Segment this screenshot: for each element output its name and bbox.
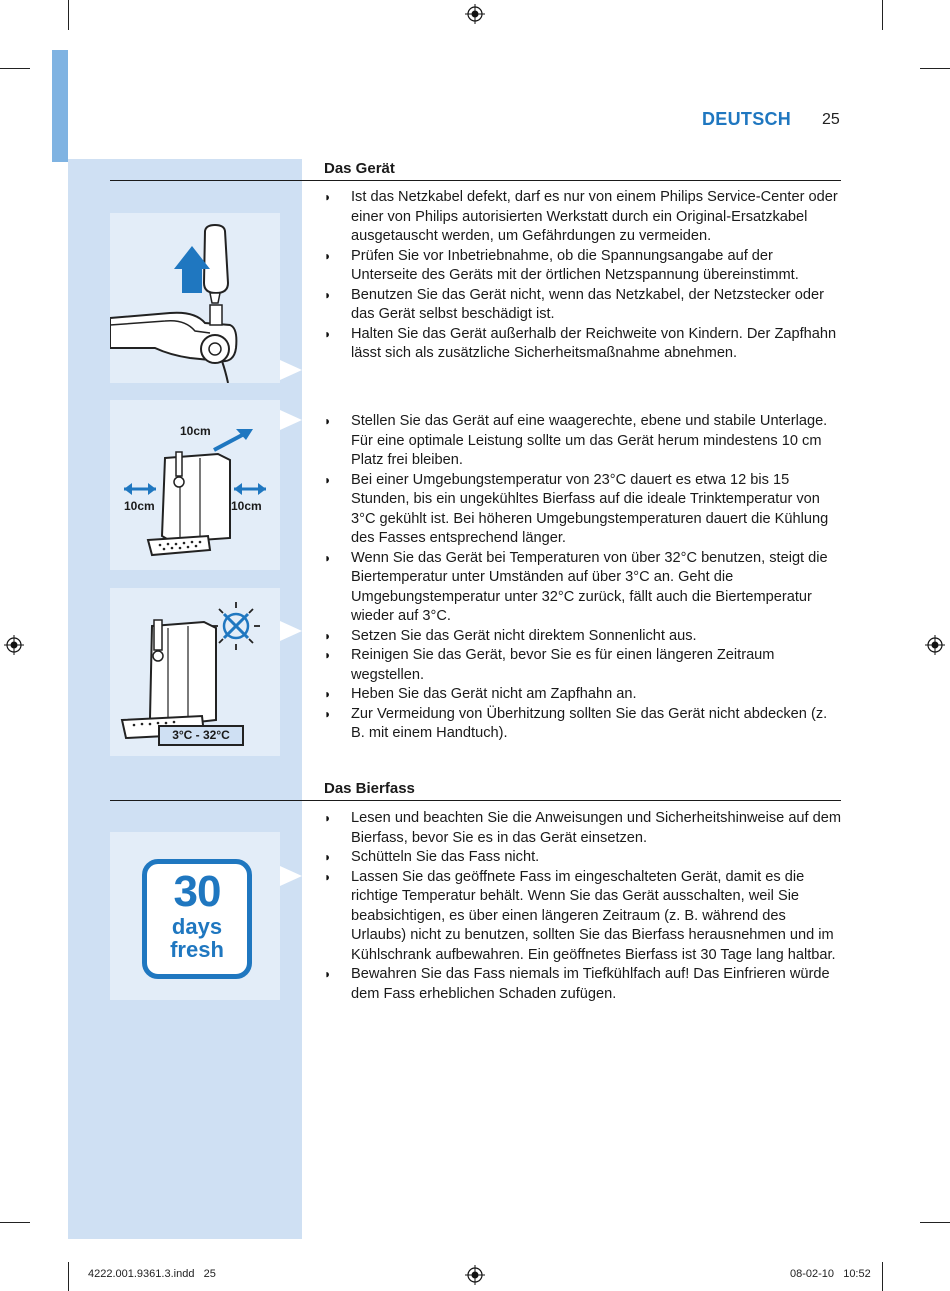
registration-mark-icon (4, 635, 24, 655)
crop-mark (0, 1222, 30, 1223)
language-heading: DEUTSCH (702, 109, 792, 129)
list-item: ◗ Halten Sie das Gerät außerhalb der Reichweite von Kindern. Der Zapfhahn lässt sich als zusätzliche Sicherheitsmaßnahme abnehmen. (324, 325, 842, 364)
registration-mark-icon (925, 635, 945, 655)
list-item: ◗ Lesen und beachten Sie die Anweisungen und Sicherheitshinweise auf dem Bierfass, bevor Sie es in das Gerät einsetzen. (324, 809, 842, 848)
registration-mark-icon (465, 4, 485, 24)
pointer-notch (280, 360, 302, 380)
section-rule (110, 180, 841, 181)
device-bullet-list (324, 188, 842, 364)
list-item: ◗ Schütteln Sie das Fass nicht. (324, 848, 842, 868)
clearance-illustration (110, 400, 280, 570)
clearance-left-label: 10cm (124, 499, 155, 513)
list-item: ◗ Heben Sie das Gerät nicht am Zapfhahn an. (324, 685, 842, 705)
fresh-badge-fresh: fresh (170, 937, 224, 962)
list-item: ◗ Bewahren Sie das Fass niemals im Tiefkühlfach auf! Das Einfrieren würde dem Fass erheblichen Schaden zufügen. (324, 965, 842, 1004)
registration-mark-icon (465, 1265, 485, 1285)
page-number: 25 (822, 111, 840, 128)
list-item: ◗ Setzen Sie das Gerät nicht direktem Sonnenlicht aus. (324, 627, 842, 647)
clearance-right-label: 10cm (231, 499, 262, 513)
footer-date-time: 08-02-10 10:52 (790, 1268, 871, 1280)
section-rule (110, 800, 841, 801)
list-item: ◗ Wenn Sie das Gerät bei Temperaturen von über 32°C benutzen, steigt die Biertemperatur unter Umständen auf über 3°C an. Geht die Umgebungstemperatur unter 32°C zurück, fällt auch die Biertemperatur wieder auf 3°C. (324, 549, 842, 627)
section-title-device: Das Gerät (324, 160, 395, 177)
crop-mark (68, 0, 69, 30)
list-item: ◗ Stellen Sie das Gerät auf eine waagerechte, ebene und stabile Unterlage. Für eine optimale Leistung sollte um das Gerät herum mindestens 10 cm Platz frei bleiben. (324, 412, 842, 471)
pointer-notch (280, 410, 302, 430)
list-item: ◗ Benutzen Sie das Gerät nicht, wenn das Netzkabel, der Netzstecker oder das Gerät selbst beschädigt ist. (324, 286, 842, 325)
fresh-badge-days: days (171, 914, 223, 939)
temperature-illustration (110, 588, 280, 756)
keg-bullet-list (324, 809, 842, 1004)
list-item: ◗ Ist das Netzkabel defekt, darf es nur von einem Philips Service-Center oder einer von Philips autorisierten Werkstatt durch ein Original-Ersatzkabel ausgetauscht werden, um Gefährdungen zu vermeiden. (324, 188, 842, 247)
crop-mark (0, 68, 30, 69)
fresh-badge (142, 859, 252, 979)
clearance-top-label: 10cm (180, 424, 211, 438)
crop-mark (68, 1262, 69, 1291)
device-bullet-list (324, 412, 842, 744)
temperature-range-label: 3°C - 32°C (158, 725, 244, 746)
fresh-badge-number: 30 (173, 867, 221, 916)
section-tab (52, 50, 68, 162)
list-item: ◗ Bei einer Umgebungstemperatur von 23°C dauert es etwa 12 bis 15 Stunden, bis ein ungekühltes Bierfass auf die ideale Trinktemperatur von 3°C gekühlt ist. Bei höheren Umgebungstemperaturen dauert die Kühlung des Fasses entsprechend länger. (324, 471, 842, 549)
list-item: ◗ Zur Vermeidung von Überhitzung sollten Sie das Gerät nicht abdecken (z. B. mit einem Handtuch). (324, 705, 842, 744)
crop-mark (882, 0, 883, 30)
pointer-notch (280, 866, 302, 886)
list-item: ◗ Reinigen Sie das Gerät, bevor Sie es für einen längeren Zeitraum wegstellen. (324, 646, 842, 685)
list-item: ◗ Lassen Sie das geöffnete Fass im eingeschalteten Gerät, damit es die richtige Temperatur behält. Wenn Sie das Gerät ausschalten, weil Sie beabsichtigen, es über einen längeren Zeitraum (z. B. während des Urlaubs) nicht zu benutzen, sollten Sie das Bierfass herausnehmen und im Kühlschrank aufbewahren. Ein geöffnetes Bierfass ist 30 Tage lang haltbar. (324, 868, 842, 966)
section-title-keg: Das Bierfass (324, 780, 415, 797)
list-item: ◗ Prüfen Sie vor Inbetriebnahme, ob die Spannungsangabe auf der Unterseite des Geräts mit der örtlichen Netzspannung übereinstimmt. (324, 247, 842, 286)
pointer-notch (280, 621, 302, 641)
crop-mark (920, 68, 950, 69)
fresh-badge-illustration (110, 832, 280, 1000)
crop-mark (920, 1222, 950, 1223)
crop-mark (882, 1262, 883, 1291)
footer-file-info: 4222.001.9361.3.indd 25 (88, 1268, 216, 1280)
tap-removal-illustration (110, 213, 280, 383)
